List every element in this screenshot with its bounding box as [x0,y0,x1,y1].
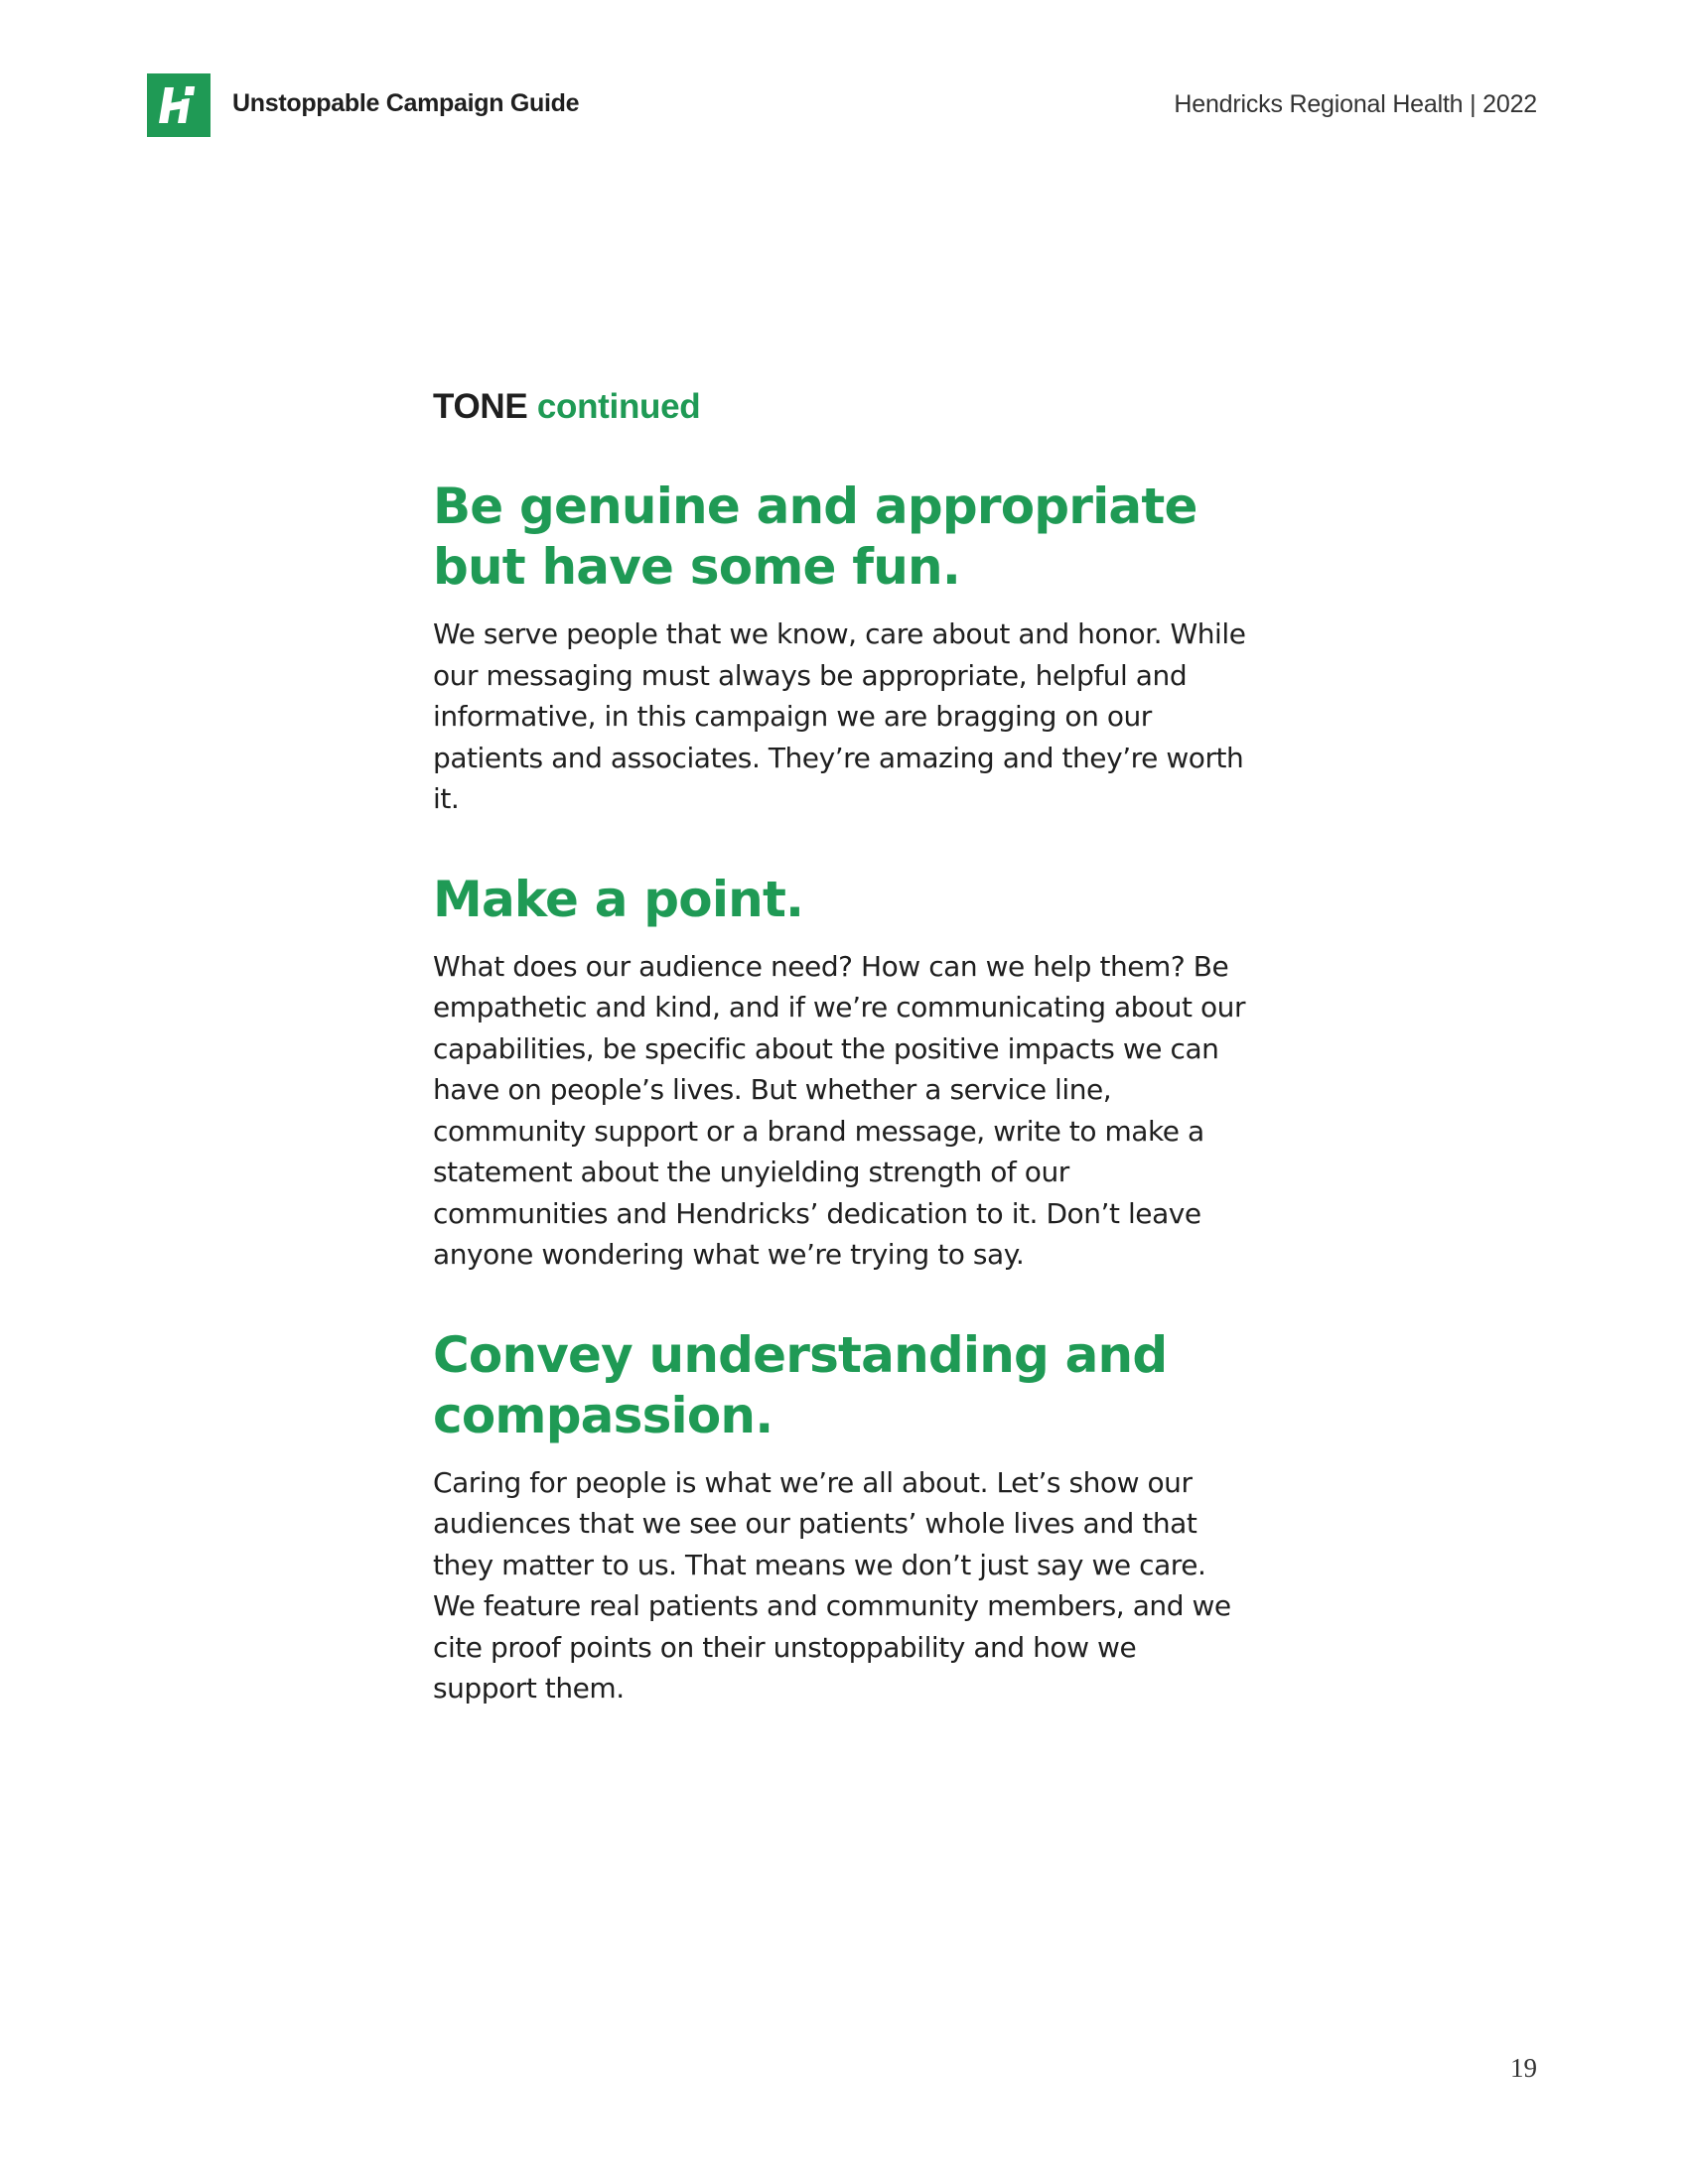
organization-year: Hendricks Regional Health | 2022 [1174,90,1537,118]
tone-block-genuine [433,477,1247,820]
main-content [433,387,1247,1759]
section-label-title: TONE [433,387,528,426]
tone-block-compassion [433,1325,1247,1709]
block-heading: Convey understanding and compassion. [433,1325,1168,1444]
tone-block-make-a-point [433,870,1247,1276]
block-body: Caring for people is what we’re all about. Let’s show our audiences that we see our patients’ whole lives and that they matter to us. That means we don’t just say we care. We feature real patients and community members, and we cite proof points on their unstoppability and how we support them. [433,1465,1231,1705]
block-body: What does our audience need? How can we help them? Be empathetic and kind, and if we’re communicating about our capabilities, be specific about the positive impacts we can have on people’s lives. But whether a service line, community support or a brand message, write to make a statement about the unyielding strength of our communities and Hendricks’ dedication to it. Don’t leave anyone wondering what we’re trying to say. [433,949,1246,1271]
section-label [433,387,1247,427]
hendricks-logo-icon [147,73,211,137]
block-body: We serve people that we know, care about and honor. While our messaging must always be appropriate, helpful and informative, in this campaign we are bragging on our patients and associates. They’re amazing and they’re worth it. [433,617,1246,815]
page-number: 19 [1510,2053,1537,2083]
guide-title: Unstoppable Campaign Guide [232,89,580,117]
section-label-continued: continued [536,387,701,426]
block-heading: Be genuine and appropriate but have some fun. [433,478,1197,596]
block-heading: Make a point. [433,870,804,928]
